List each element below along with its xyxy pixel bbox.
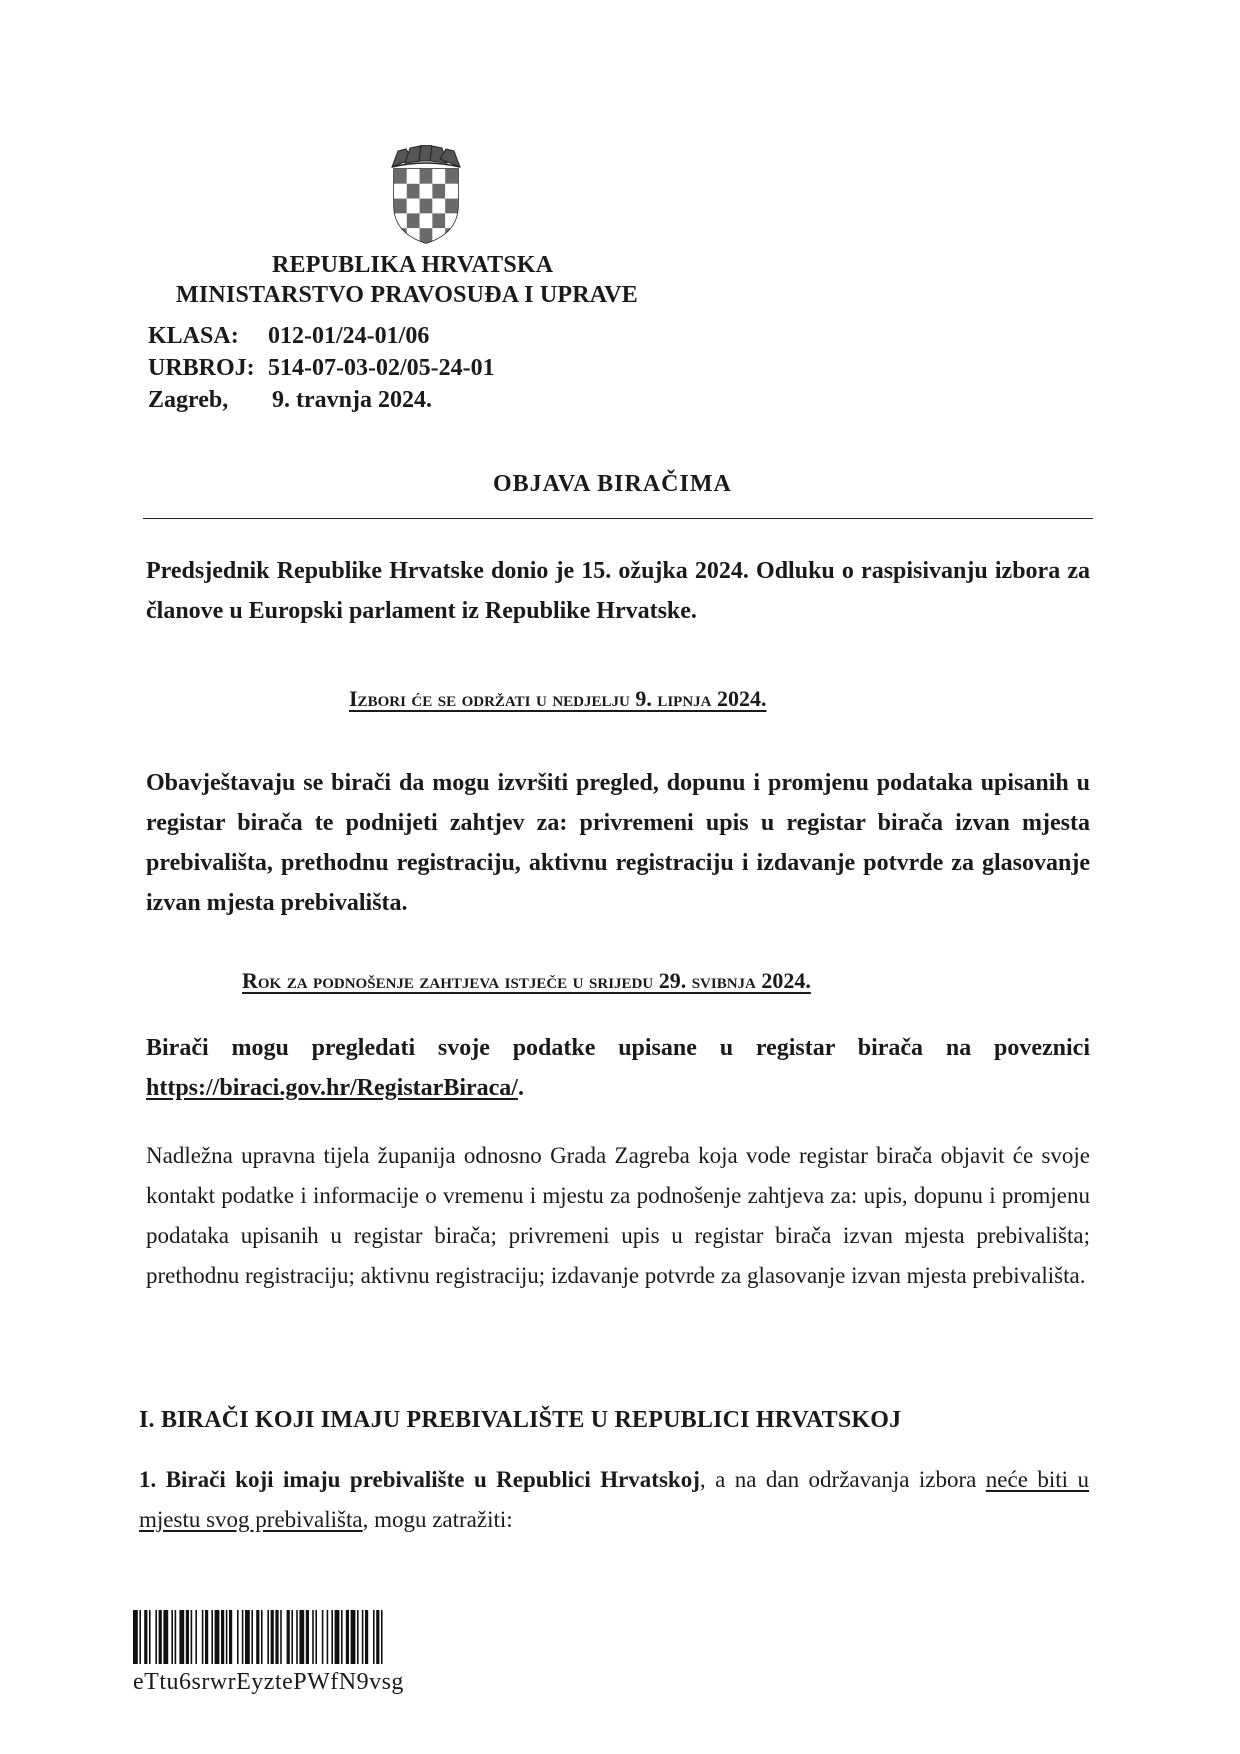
shield-check — [394, 213, 407, 228]
shield-check — [445, 184, 458, 199]
shield-check — [432, 199, 445, 214]
shield-check — [394, 228, 407, 243]
item-1-lead: 1. Birači koji imaju prebivalište u Republici Hrvatskoj — [139, 1467, 700, 1492]
ministry-name: MINISTARSTVO PRAVOSUĐA I UPRAVE — [176, 282, 638, 308]
coat-of-arms-icon — [388, 145, 464, 245]
shield-check — [432, 213, 445, 228]
urbroj-label: URBROJ: — [148, 355, 255, 381]
notice-paragraph: Obavještavaju se birači da mogu izvršiti pregled, dopunu i promjenu podataka upisanih u registar birača te podnijeti zahtjev za: privremeni upis u registar birača izvan mjesta prebivališta, prethodnu registraciju, aktivnu registraciju i izdavanje potvrde za glasovanje izvan mjesta prebivališta. — [146, 770, 1090, 916]
shield-check — [407, 199, 420, 214]
intro-paragraph: Predsjednik Republike Hrvatske donio je 15. ožujka 2024. Odluku o raspisivanju izbora za članove u Europski parlament iz Republike Hrvatske. — [146, 558, 1090, 624]
review-text: Birači mogu pregledati svoje podatke upisane u registar birača na poveznici — [146, 1035, 1090, 1061]
shield-check — [407, 169, 420, 184]
review-paragraph — [146, 1028, 1090, 1108]
item-1-mid: , a na dan održavanja izbora — [699, 1467, 986, 1492]
barcode-code: eTtu6srwrEyztePWfN9vsg — [133, 1669, 404, 1695]
section-item-1 — [139, 1460, 1089, 1540]
shield-check — [432, 184, 445, 199]
item-1-underlined: neće biti u mjestu svog prebivališta — [139, 1467, 1089, 1532]
shield-check — [420, 228, 433, 243]
authorities-paragraph: Nadležna upravna tijela županija odnosno Grada Zagreba koja vode registar birača objavit će svoje kontakt podatke i informacije o vremenu i mjestu za podnošenje zahtjeva za: upis, dopunu i promjenu podataka upisanih u registar birača; privremeni upis u registar birača izvan mjesta prebivališta; prethodnu registraciju; aktivnu registraciju; izdavanje potvrde za glasovanje izvan mjesta prebivališta. — [146, 1143, 1090, 1288]
item-1-end: , mogu zatražiti: — [362, 1507, 513, 1532]
shield-check — [420, 213, 433, 228]
shield-check — [407, 213, 420, 228]
shield-check — [394, 169, 407, 184]
title-divider — [143, 518, 1093, 519]
klasa-label: KLASA: — [148, 323, 239, 349]
klasa-value: 012-01/24-01/06 — [268, 323, 430, 349]
urbroj-value: 514-07-03-02/05-24-01 — [268, 355, 495, 381]
document-title: OBJAVA BIRAČIMA — [493, 471, 732, 497]
shield-check — [420, 199, 433, 214]
shield-check — [445, 228, 458, 243]
shield-check — [407, 184, 420, 199]
shield-check — [394, 199, 407, 214]
shield-check — [420, 184, 433, 199]
section-heading: I. BIRAČI KOJI IMAJU PREBIVALIŠTE U REPUBLICI HRVATSKOJ — [139, 1407, 902, 1433]
deadline-notice: Rok za podnošenje zahtjeva istječe u srijedu 29. svibnja 2024. — [242, 968, 811, 993]
barcode-image — [133, 1610, 493, 1664]
shield-check — [432, 169, 445, 184]
election-day-notice: Izbori će se održati u nedjelju 9. lipnja 2024. — [349, 686, 767, 711]
shield-check — [420, 169, 433, 184]
document-date: 9. travnja 2024. — [272, 387, 432, 413]
shield-check — [445, 199, 458, 214]
country-name: REPUBLIKA HRVATSKA — [272, 252, 554, 278]
shield-check — [445, 169, 458, 184]
shield-check — [394, 184, 407, 199]
shield-check — [445, 213, 458, 228]
place: Zagreb, — [148, 387, 229, 413]
register-link[interactable]: https://biraci.gov.hr/RegistarBiraca/ — [146, 1075, 518, 1101]
review-trailing: . — [517, 1075, 524, 1101]
